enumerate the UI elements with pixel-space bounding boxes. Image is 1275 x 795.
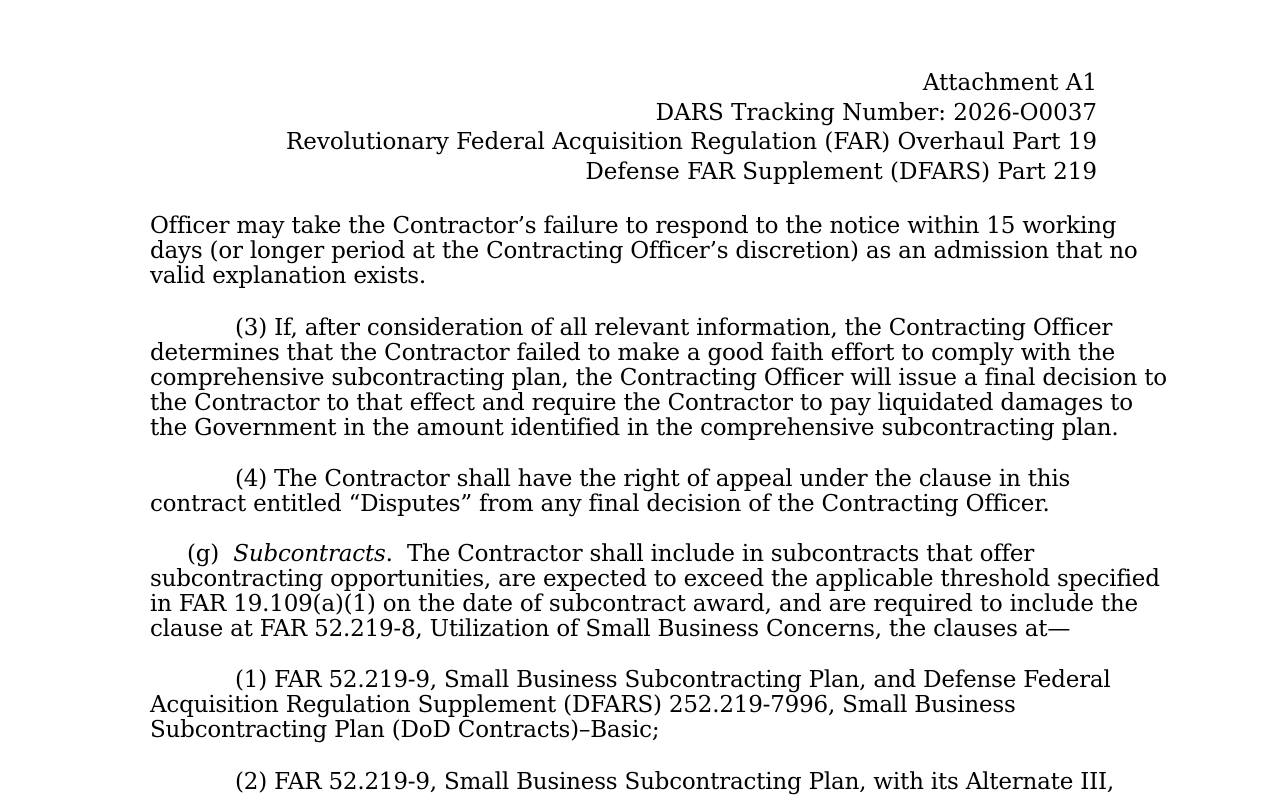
text-line: the Government in the amount identified in the comprehensive subcontracting plan. (150, 415, 1119, 441)
paragraph-continuation (150, 214, 1150, 289)
document-subtitle: Defense FAR Supplement (DFARS) Part 219 (585, 158, 1097, 185)
clause-number: (g) (187, 541, 234, 567)
tracking-number: DARS Tracking Number: 2026-O0037 (655, 99, 1097, 126)
text-line: Subcontracting Plan (DoD Contracts)–Basic; (150, 717, 660, 743)
paragraph-f-4 (150, 467, 1150, 517)
text-line: contract entitled “Disputes” from any final decision of the Contracting Officer. (150, 491, 1050, 517)
text-line: in FAR 19.109(a)(1) on the date of subcontract award, and are required to include the (150, 591, 1138, 617)
text-line: determines that the Contractor failed to make a good faith effort to comply with the (150, 340, 1116, 366)
text-line: Acquisition Regulation Supplement (DFARS) 252.219-7996, Small Business (150, 692, 1016, 718)
paragraph-g-1 (150, 668, 1150, 743)
text-line: Officer may take the Contractor’s failure to respond to the notice within 15 working (150, 213, 1117, 239)
document-header (286, 69, 1097, 187)
clause-text: . The Contractor shall include in subcontracts that offer (385, 541, 1035, 567)
paragraph-g (150, 541, 1160, 642)
text-line: clause at FAR 52.219-8, Utilization of Small Business Concerns, the clauses at— (150, 616, 1071, 642)
paragraph-f-3 (150, 315, 1167, 441)
attachment-label: Attachment A1 (922, 70, 1097, 96)
paragraph-g-2 (150, 770, 1150, 795)
text-line: (3) If, after consideration of all relevant information, the Contracting Officer (235, 315, 1113, 341)
text-line: (2) FAR 52.219-9, Small Business Subcontracting Plan, with its Alternate III, (235, 769, 1114, 795)
text-line: subcontracting opportunities, are expected to exceed the applicable threshold specified (150, 566, 1160, 592)
text-line (150, 542, 1150, 567)
clause-heading: Subcontracts (233, 541, 386, 567)
text-line: (1) FAR 52.219-9, Small Business Subcontracting Plan, and Defense Federal (235, 667, 1111, 693)
text-line: (4) The Contractor shall have the right of appeal under the clause in this (235, 466, 1071, 492)
text-line: days (or longer period at the Contracting Officer’s discretion) as an admission that no (150, 238, 1138, 264)
text-line: comprehensive subcontracting plan, the Contracting Officer will issue a final decision to (150, 365, 1167, 391)
text-line: the Contractor to that effect and require the Contractor to pay liquidated damages to (150, 390, 1133, 416)
document-title: Revolutionary Federal Acquisition Regulation (FAR) Overhaul Part 19 (285, 129, 1097, 155)
text-line: valid explanation exists. (150, 263, 427, 289)
